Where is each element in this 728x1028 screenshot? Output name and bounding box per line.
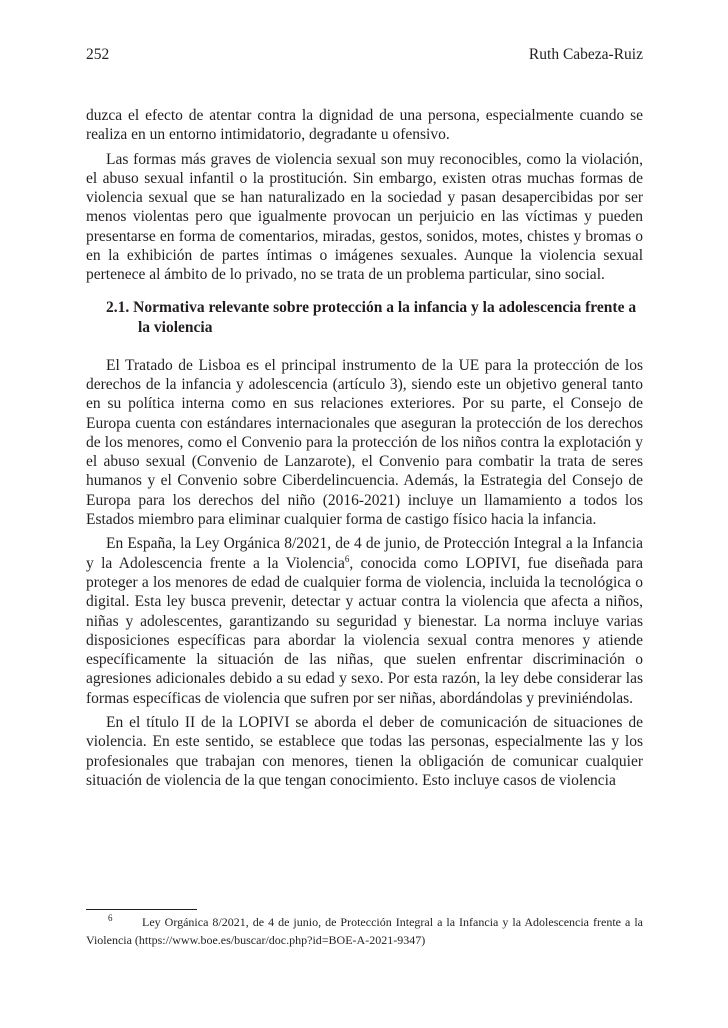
section-heading: 2.1. Normativa relevante sobre protección a la infancia y la adolescencia frente a la violencia bbox=[106, 298, 637, 336]
paragraph-lopivi-text-b: , conocida como LOPIVI, fue diseñada para proteger a los menores de edad de cualquier forma de violencia, incluida la tecnológica o digital. Esta ley busca prevenir, detectar y actuar contra la violencia que afecta a niños, niñas y adolescentes, garantizando su seguridad y bienestar. La norma incluye varias disposiciones específicas para abordar la violencia sexual contra menores y atiende específicamente la situación de las niñas, que suelen enfrentar discriminación o agresiones adicionales debido a su edad y sexo. Por esta razón, la ley debe considerar las formas específicas de violencia que sufren por ser niñas, abordándolas y previniéndolas. bbox=[86, 554, 643, 707]
running-head-author: Ruth Cabeza-Ruiz bbox=[528, 46, 643, 63]
footnote-text: Ley Orgánica 8/2021, de 4 de junio, de Protección Integral a la Infancia y la Adolescencia frente a la Violencia (https://www.boe.es/buscar/doc.php?id=BOE-A-2021-9347) bbox=[86, 915, 643, 947]
paragraph-title-ii: En el título II de la LOPIVI se aborda el deber de comunicación de situaciones de violencia. En este sentido, se establece que todas las personas, especialmente las y los profesionales que trabajan con menores, tienen la obligación de comunicar cualquier situación de violencia de la que tengan conocimiento. Esto incluye casos de violencia bbox=[86, 714, 643, 789]
paragraph-lopivi-text-a: En España, la Ley Orgánica 8/2021, de 4 de junio, de Protección Integral a la Infancia y la Adolescencia frente a la Violencia bbox=[86, 535, 643, 572]
footnote-reference[interactable]: 6 bbox=[344, 553, 350, 564]
footnote-divider bbox=[86, 909, 197, 910]
paragraph-lisbon-treaty: El Tratado de Lisboa es el principal instrumento de la UE para la protección de los derechos de la infancia y adolescencia (artículo 3), siendo este un objetivo general tanto en su política interna como en sus relaciones exteriores. Por su parte, el Consejo de Europa cuenta con estándares internacionales que aseguran la protección de los derechos de los menores, como el Convenio para la protección de los niños contra la explotación y el abuso sexual (Convenio de Lanzarote), el Convenio para combatir la trata de seres humanos y el Convenio sobre Ciberdelincuencia. Además, la Estrategia del Consejo de Europa para los derechos del niño (2016-2021) incluye un llamamiento a todos los Estados miembro para eliminar cualquier forma de castigo físico hacia la infancia. bbox=[86, 356, 643, 529]
page-number: 252 bbox=[86, 46, 110, 63]
body-text bbox=[86, 106, 643, 795]
paragraph-sexual-violence-forms: Las formas más graves de violencia sexual son muy reconocibles, como la violación, el abuso sexual infantil o la prostitución. Sin embargo, existen otras muchas formas de violencia sexual que se han naturalizado en la sociedad y pasan desapercibidas por ser menos violentas pero que igualmente provocan un perjuicio en las víctimas y pueden presentarse en forma de comentarios, miradas, gestos, sonidos, motes, chistes y bromas o en la exhibición de partes íntimas o imágenes sexuales. Aunque la violencia sexual pertenece al ámbito de lo privado, no se trata de un problema particular, sino social. bbox=[86, 150, 643, 284]
paragraph-lopivi bbox=[86, 534, 643, 708]
paragraph-continued: duzca el efecto de atentar contra la dignidad de una persona, especialmente cuando se realiza en un entorno intimidatorio, degradante u ofensivo. bbox=[86, 107, 643, 144]
footnote: 6 Ley Orgánica 8/2021, de 4 de junio, de Protección Integral a la Infancia y la Adolescencia frente a la Violencia (https://www.boe.es/buscar/doc.php?id=BOE-A-2021-9347) bbox=[86, 913, 643, 947]
